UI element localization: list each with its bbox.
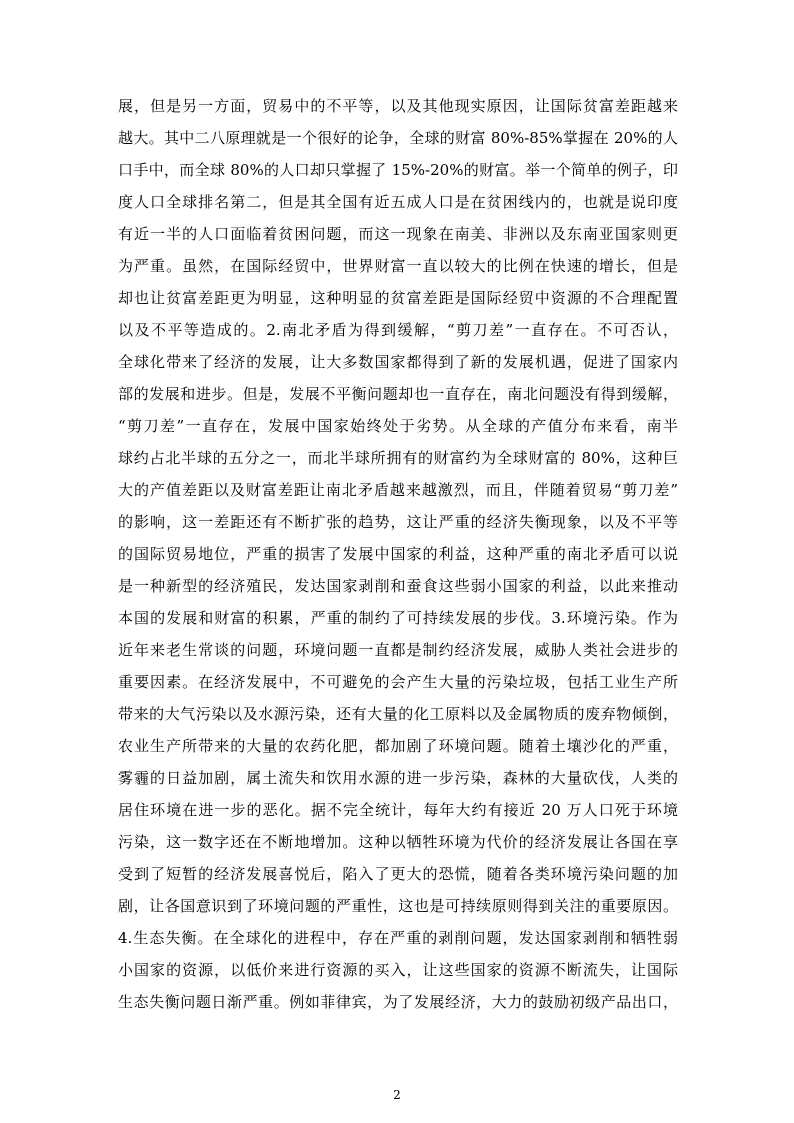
text-line: 越大。其中二八原理就是一个很好的论争，全球的财富 80%-85%掌握在 20%的人: [118, 129, 678, 147]
text-line: 度人口全球排名第二，但是其全国有近五成人口是在贫困线内的，也就是说印度: [118, 193, 678, 211]
text-line: 却也让贫富差距更为明显，这种明显的贫富差距是国际经贸中资源的不合理配置: [118, 289, 678, 307]
body-text: [118, 90, 678, 1018]
text-line: 4.生态失衡。在全球化的进程中，存在严重的剥削问题，发达国家剥削和牺牲弱: [118, 929, 678, 947]
text-line: 是一种新型的经济殖民，发达国家剥削和蚕食这些弱小国家的利益，以此来推动: [118, 577, 678, 595]
text-line: 全球化带来了经济的发展，让大多数国家都得到了新的发展机遇，促进了国家内: [118, 353, 678, 371]
text-line: 有近一半的人口面临着贫困问题，而这一现象在南美、非洲以及东南亚国家则更: [118, 225, 678, 243]
text-line: “剪刀差”一直存在，发展中国家始终处于劣势。从全球的产值分布来看，南半: [118, 417, 678, 435]
text-line: 生态失衡问题日渐严重。例如菲律宾，为了发展经济，大力的鼓励初级产品出口，: [118, 993, 678, 1011]
text-line: 带来的大气污染以及水源污染，还有大量的化工原料以及金属物质的废弃物倾倒，: [118, 705, 678, 723]
text-line: 的国际贸易地位，严重的损害了发展中国家的利益，这种严重的南北矛盾可以说: [118, 545, 678, 563]
text-line: 居住环境在进一步的恶化。据不完全统计，每年大约有接近 20 万人口死于环境: [118, 801, 678, 819]
text-line: 球约占北半球的五分之一，而北半球所拥有的财富约为全球财富的 80%，这种巨: [118, 449, 678, 467]
text-line: 本国的发展和财富的积累，严重的制约了可持续发展的步伐。3.环境污染。作为: [118, 609, 678, 627]
page-number: 2: [393, 1088, 401, 1102]
text-line: 污染，这一数字还在不断地增加。这种以牺牲环境为代价的经济发展让各国在享: [118, 833, 678, 851]
text-line: 的影响，这一差距还有不断扩张的趋势，这让严重的经济失衡现象，以及不平等: [118, 513, 678, 531]
text-line: 重要因素。在经济发展中，不可避免的会产生大量的污染垃圾，包括工业生产所: [118, 673, 678, 691]
text-line: 受到了短暂的经济发展喜悦后，陷入了更大的恐慌，随着各类环境污染问题的加: [118, 865, 678, 883]
text-line: 近年来老生常谈的问题，环境问题一直都是制约经济发展，威胁人类社会进步的: [118, 641, 678, 659]
text-line: 展，但是另一方面，贸易中的不平等，以及其他现实原因，让国际贫富差距越来: [118, 97, 678, 115]
text-line: 雾霾的日益加剧，属土流失和饮用水源的进一步污染，森林的大量砍伐，人类的: [118, 769, 678, 787]
text-line: 部的发展和进步。但是，发展不平衡问题却也一直存在，南北问题没有得到缓解，: [118, 385, 678, 403]
text-line: 为严重。虽然，在国际经贸中，世界财富一直以较大的比例在快速的增长，但是: [118, 257, 678, 275]
text-line: 口手中，而全球 80%的人口却只掌握了 15%-20%的财富。举一个简单的例子，印: [118, 161, 678, 179]
text-line: 大的产值差距以及财富差距让南北矛盾越来越激烈，而且，伴随着贸易“剪刀差”: [118, 481, 678, 499]
text-line: 小国家的资源，以低价来进行资源的买入，让这些国家的资源不断流失，让国际: [118, 961, 678, 979]
text-line: 以及不平等造成的。2.南北矛盾为得到缓解，“剪刀差”一直存在。不可否认，: [118, 321, 678, 339]
text-line: 农业生产所带来的大量的农药化肥，都加剧了环境问题。随着土壤沙化的严重，: [118, 737, 678, 755]
text-line: 剧，让各国意识到了环境问题的严重性，这也是可持续原则得到关注的重要原因。: [118, 897, 678, 915]
